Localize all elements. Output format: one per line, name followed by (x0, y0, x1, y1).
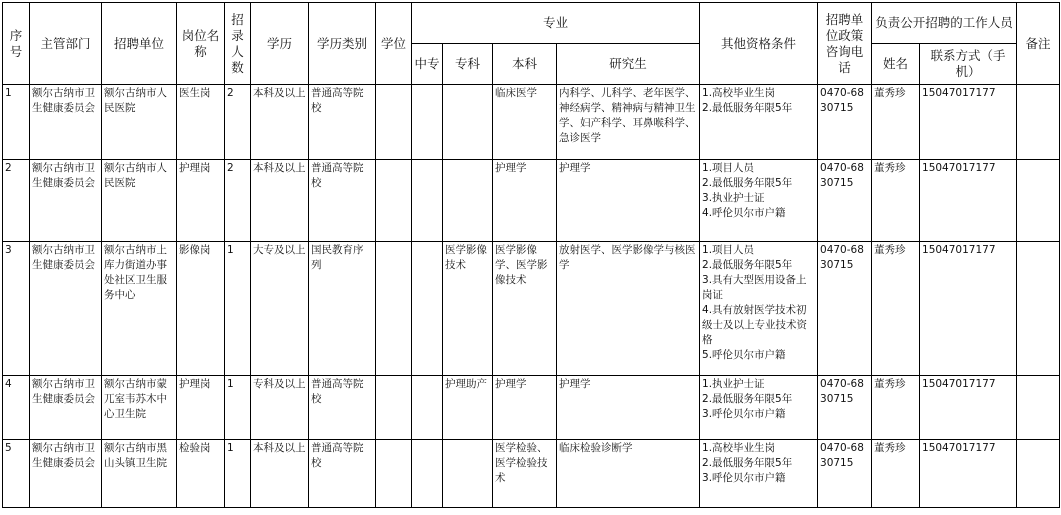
header-major-bachelor: 本科 (493, 44, 557, 85)
other-condition-line: 1.高校毕业生岗 (702, 442, 776, 454)
cell-contact-name: 董秀珍 (872, 160, 920, 242)
cell-unit: 额尔古纳市人民医院 (102, 85, 177, 160)
other-condition-line: 4.具有放射医学技术初级士及以上专业技术资格 (702, 304, 808, 346)
cell-major-secondary (412, 440, 443, 508)
cell-major-graduate: 放射医学、医学影像学与核医学 (557, 242, 700, 376)
cell-contact-name: 董秀珍 (872, 242, 920, 376)
cell-count: 1 (225, 242, 251, 376)
cell-edu-type: 普通高等院校 (309, 440, 376, 508)
cell-major-secondary (412, 376, 443, 440)
other-condition-line: 3.呼伦贝尔市户籍 (702, 408, 786, 420)
cell-seq: 5 (3, 440, 30, 508)
cell-edu: 本科及以上 (251, 85, 309, 160)
header-edu: 学历 (251, 3, 309, 85)
cell-remark (1017, 85, 1060, 160)
cell-remark (1017, 376, 1060, 440)
cell-count: 2 (225, 85, 251, 160)
cell-major-graduate: 临床检验诊断学 (557, 440, 700, 508)
cell-edu: 专科及以上 (251, 376, 309, 440)
cell-major-college: 护理助产 (443, 376, 493, 440)
cell-contact-phone: 15047017177 (920, 160, 1017, 242)
cell-contact-phone: 15047017177 (920, 376, 1017, 440)
cell-seq: 1 (3, 85, 30, 160)
cell-major-secondary (412, 85, 443, 160)
cell-dept: 额尔古纳市卫生健康委员会 (30, 440, 102, 508)
cell-major-bachelor: 护理学 (493, 160, 557, 242)
cell-major-bachelor: 医学影像学、医学影像技术 (493, 242, 557, 376)
cell-major-graduate: 护理学 (557, 376, 700, 440)
cell-seq: 2 (3, 160, 30, 242)
cell-major-bachelor: 医学检验、医学检验技术 (493, 440, 557, 508)
cell-seq: 3 (3, 242, 30, 376)
other-condition-line: 5.呼伦贝尔市户籍 (702, 349, 786, 361)
cell-dept: 额尔古纳市卫生健康委员会 (30, 160, 102, 242)
cell-consult-phone: 0470-6830715 (818, 440, 872, 508)
header-seq: 序号 (3, 3, 30, 85)
header-consult-phone: 招聘单位政策咨询电话 (818, 3, 872, 85)
header-major: 专业 (412, 3, 700, 44)
other-condition-line: 1.项目人员 (702, 162, 755, 174)
table-row (3, 160, 1060, 242)
other-condition-line: 2.最低服务年限5年 (702, 177, 793, 189)
cell-major-secondary (412, 242, 443, 376)
header-major-graduate: 研究生 (557, 44, 700, 85)
header-major-college: 专科 (443, 44, 493, 85)
header-post: 岗位名称 (177, 3, 225, 85)
table-row (3, 376, 1060, 440)
cell-post: 护理岗 (177, 376, 225, 440)
cell-degree (376, 376, 412, 440)
table-row (3, 242, 1060, 376)
cell-degree (376, 440, 412, 508)
header-degree: 学位 (376, 3, 412, 85)
cell-consult-phone: 0470-6830715 (818, 85, 872, 160)
cell-degree (376, 242, 412, 376)
header-contact-group: 负责公开招聘的工作人员 (872, 3, 1017, 44)
cell-remark (1017, 160, 1060, 242)
cell-edu-type: 国民教育序列 (309, 242, 376, 376)
cell-degree (376, 85, 412, 160)
header-contact-name: 姓名 (872, 44, 920, 85)
cell-consult-phone: 0470-6830715 (818, 160, 872, 242)
cell-other (700, 160, 818, 242)
cell-count: 1 (225, 376, 251, 440)
header-other: 其他资格条件 (700, 3, 818, 85)
header-unit: 招聘单位 (102, 3, 177, 85)
recruitment-table (2, 2, 1060, 508)
other-condition-line: 1.执业护士证 (702, 378, 765, 390)
cell-edu-type: 普通高等院校 (309, 376, 376, 440)
table-row (3, 85, 1060, 160)
cell-dept: 额尔古纳市卫生健康委员会 (30, 242, 102, 376)
cell-remark (1017, 440, 1060, 508)
other-condition-line: 2.最低服务年限5年 (702, 259, 793, 271)
cell-other (700, 376, 818, 440)
header-row-1 (3, 3, 1060, 44)
table-row (3, 440, 1060, 508)
cell-unit: 额尔古纳市黑山头镇卫生院 (102, 440, 177, 508)
other-condition-line: 2.最低服务年限5年 (702, 102, 793, 114)
cell-major-college (443, 160, 493, 242)
cell-contact-name: 董秀珍 (872, 376, 920, 440)
table-body (3, 85, 1060, 508)
other-condition-line: 1.项目人员 (702, 244, 755, 256)
other-condition-line: 4.呼伦贝尔市户籍 (702, 207, 786, 219)
cell-major-graduate: 护理学 (557, 160, 700, 242)
cell-other (700, 85, 818, 160)
header-contact-phone: 联系方式（手机） (920, 44, 1017, 85)
other-condition-line: 1.高校毕业生岗 (702, 87, 776, 99)
other-condition-line: 3.执业护士证 (702, 192, 765, 204)
header-major-secondary: 中专 (412, 44, 443, 85)
cell-major-bachelor: 临床医学 (493, 85, 557, 160)
cell-unit: 额尔古纳市上库力街道办事处社区卫生服务中心 (102, 242, 177, 376)
cell-contact-phone: 15047017177 (920, 440, 1017, 508)
header-count: 招录人数 (225, 3, 251, 85)
cell-contact-phone: 15047017177 (920, 242, 1017, 376)
other-condition-line: 3.呼伦贝尔市户籍 (702, 472, 786, 484)
cell-contact-name: 董秀珍 (872, 85, 920, 160)
cell-post: 护理岗 (177, 160, 225, 242)
cell-major-secondary (412, 160, 443, 242)
cell-major-college: 医学影像技术 (443, 242, 493, 376)
cell-post: 影像岗 (177, 242, 225, 376)
cell-contact-name: 董秀珍 (872, 440, 920, 508)
cell-post: 检验岗 (177, 440, 225, 508)
other-condition-line: 2.最低服务年限5年 (702, 393, 793, 405)
cell-other (700, 440, 818, 508)
header-remark: 备注 (1017, 3, 1060, 85)
other-condition-line: 3.具有大型医用设备上岗证 (702, 274, 807, 301)
cell-remark (1017, 242, 1060, 376)
cell-edu: 本科及以上 (251, 440, 309, 508)
cell-unit: 额尔古纳市蒙兀室韦苏木中心卫生院 (102, 376, 177, 440)
cell-edu-type: 普通高等院校 (309, 160, 376, 242)
cell-dept: 额尔古纳市卫生健康委员会 (30, 376, 102, 440)
cell-dept: 额尔古纳市卫生健康委员会 (30, 85, 102, 160)
cell-count: 2 (225, 160, 251, 242)
cell-major-college (443, 440, 493, 508)
cell-major-bachelor: 护理学 (493, 376, 557, 440)
cell-major-graduate: 内科学、儿科学、老年医学、神经病学、精神病与精神卫生学、妇产科学、耳鼻喉科学、急诊医学 (557, 85, 700, 160)
cell-count: 1 (225, 440, 251, 508)
cell-seq: 4 (3, 376, 30, 440)
other-condition-line: 2.最低服务年限5年 (702, 457, 793, 469)
cell-degree (376, 160, 412, 242)
cell-consult-phone: 0470-6830715 (818, 242, 872, 376)
cell-other (700, 242, 818, 376)
cell-edu: 本科及以上 (251, 160, 309, 242)
cell-edu-type: 普通高等院校 (309, 85, 376, 160)
cell-unit: 额尔古纳市人民医院 (102, 160, 177, 242)
cell-consult-phone: 0470-6830715 (818, 376, 872, 440)
cell-major-college (443, 85, 493, 160)
cell-contact-phone: 15047017177 (920, 85, 1017, 160)
cell-post: 医生岗 (177, 85, 225, 160)
cell-edu: 大专及以上 (251, 242, 309, 376)
header-edu-type: 学历类别 (309, 3, 376, 85)
header-dept: 主管部门 (30, 3, 102, 85)
